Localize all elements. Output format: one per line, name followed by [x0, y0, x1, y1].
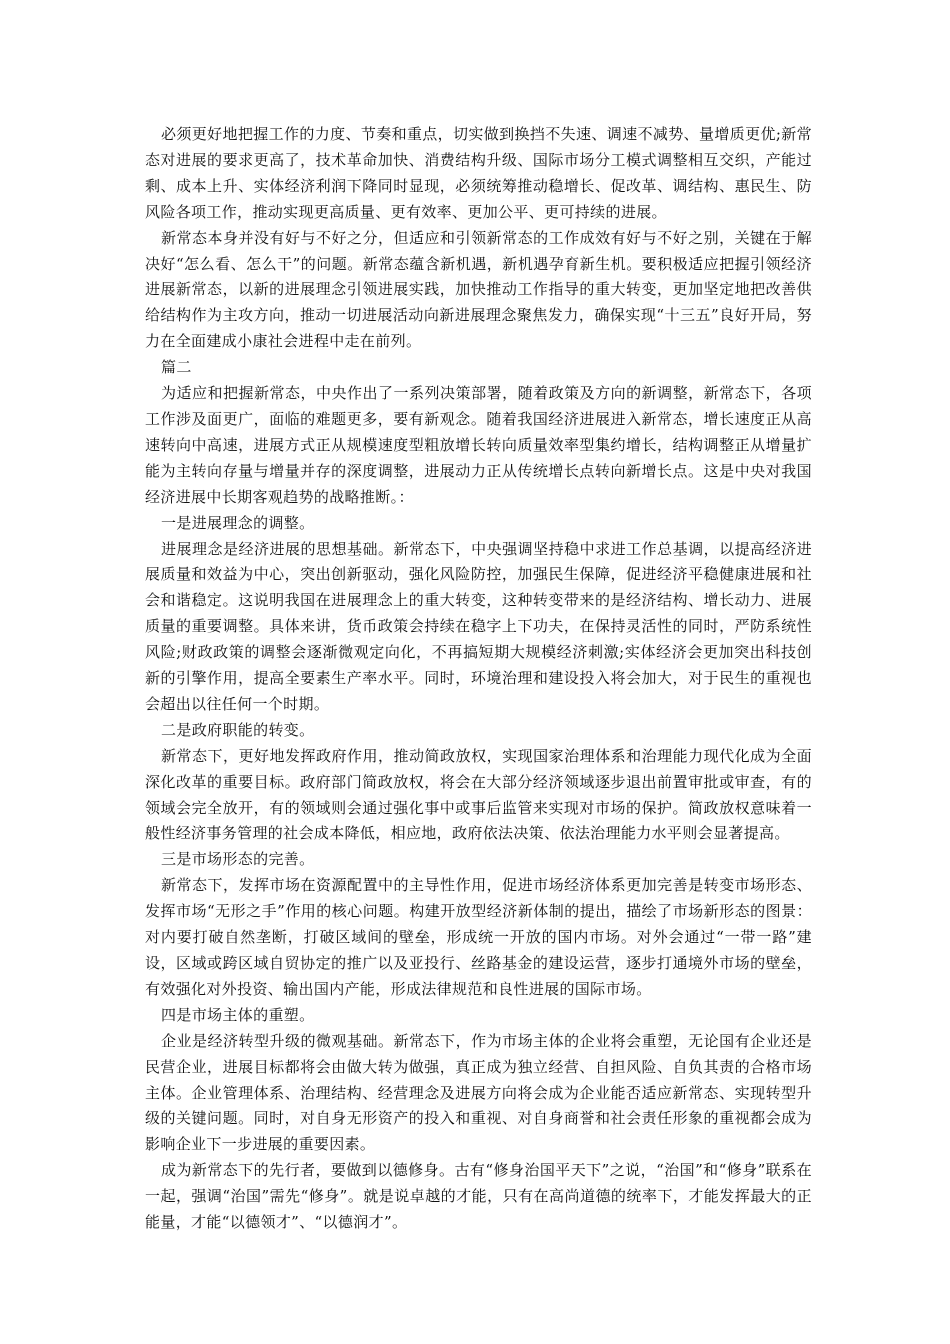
paragraph: 为适应和把握新常态，中央作出了一系列决策部署，随着政策及方向的新调整，新常态下，各项工作涉及面更广，面临的难题更多，要有新观念。随着我国经济进展进入新常态，增长速度正从高速转向中高速，进展方式正从规模速度型粗放增长转向质量效率型集约增长，结构调整正从增量扩能为主转向存量与增量并存的深度调整，进展动力正从传统增长点转向新增长点。这是中央对我国经济进展中长期客观趋势的战略推断。： — [145, 384, 812, 506]
paragraph: 新常态下，发挥市场在资源配置中的主导性作用，促进市场经济体系更加完善是转变市场形态、发挥市场“无形之手”作用的核心问题。构建开放型经济新体制的提出，描绘了市场新形态的图景：对内要打破自然垄断，打破区域间的壁垒，形成统一开放的国内市场。对外会通过“一带一路”建设，区域或跨区域自贸协定的推广以及亚投行、丝路基金的建设运营，逐步打通境外市场的壁垒，有效强化对外投资、输出国内产能，形成法律规范和良性进展的国际市场。 — [145, 876, 812, 998]
section-heading: 篇二 — [161, 358, 192, 377]
section-heading: 二是政府职能的转变。 — [161, 720, 315, 739]
paragraph: 企业是经济转型升级的微观基础。新常态下，作为市场主体的企业将会重塑，无论国有企业还是民营企业，进展目标都将会由做大转为做强，真正成为独立经营、自担风险、自负其责的合格市场主体。企业管理体系、治理结构、经营理念及进展方向将会成为企业能否适应新常态、实现转型升级的关键问题。同时，对自身无形资产的投入和重视、对自身商誉和社会责任形象的重视都会成为影响企业下一步进展的重要因素。 — [145, 1031, 812, 1154]
paragraph: 进展理念是经济进展的思想基础。新常态下，中央强调坚持稳中求进工作总基调，以提高经济进展质量和效益为中心，突出创新驱动，强化风险防控，加强民生保障，促进经济平稳健康进展和社会和谐稳定。这说明我国在进展理念上的重大转变，这种转变带来的是经济结构、增长动力、进展质量的重要调整。具体来讲，货币政策会持续在稳字上下功夫，在保持灵活性的同时，严防系统性风险;财政政策的调整会逐渐微观定向化，不再搞短期大规模经济刺激;实体经济会更加突出科技创新的引擎作用，提高全要素生产率水平。同时，环境治理和建设投入将会加大，对于民生的重视也会超出以往任何一个时期。 — [145, 539, 812, 713]
section-heading: 三是市场形态的完善。 — [161, 850, 315, 869]
paragraph: 必须更好地把握工作的力度、节奏和重点，切实做到换挡不失速、调速不减势、量增质更优;新常态对进展的要求更高了，技术革命加快、消费结构升级、国际市场分工模式调整相互交织，产能过剩、成本上升、实体经济利润下降同时显现，必须统筹推动稳增长、促改革、调结构、惠民生、防风险各项工作，推动实现更高质量、更有效率、更加公平、更可持续的进展。 — [145, 125, 812, 221]
paragraph: 新常态本身并没有好与不好之分，但适应和引领新常态的工作成效有好与不好之别，关键在于解决好“怎么看、怎么干”的问题。新常态蕴含新机遇，新机遇孕育新生机。要积极适应把握引领经济进展新常态，以新的进展理念引领进展实践，加快推动工作指导的重大转变，更加坚定地把改善供给结构作为主攻方向，推动一切进展活动向新进展理念聚焦发力，确保实现“十三五”良好开局，努力在全面建成小康社会进程中走在前列。 — [145, 228, 812, 351]
section-heading: 一是进展理念的调整。 — [161, 513, 315, 532]
document-body — [145, 122, 812, 1236]
paragraph: 成为新常态下的先行者，要做到以德修身。古有“修身治国平天下”之说，“治国”和“修身”联系在一起，强调“治国”需先“修身”。就是说卓越的才能，只有在高尚道德的统率下，才能发挥最大的正能量，才能“以德领才”、“以德润才”。 — [145, 1161, 812, 1232]
paragraph: 新常态下，更好地发挥政府作用，推动简政放权，实现国家治理体系和治理能力现代化成为全面深化改革的重要目标。政府部门简政放权，将会在大部分经济领域逐步退出前置审批或审查，有的领域会完全放开，有的领域则会通过强化事中或事后监管来实现对市场的保护。简政放权意味着一般性经济事务管理的社会成本降低，相应地，政府依法决策、依法治理能力水平则会显著提高。 — [145, 746, 812, 843]
section-heading: 四是市场主体的重塑。 — [161, 1005, 315, 1024]
